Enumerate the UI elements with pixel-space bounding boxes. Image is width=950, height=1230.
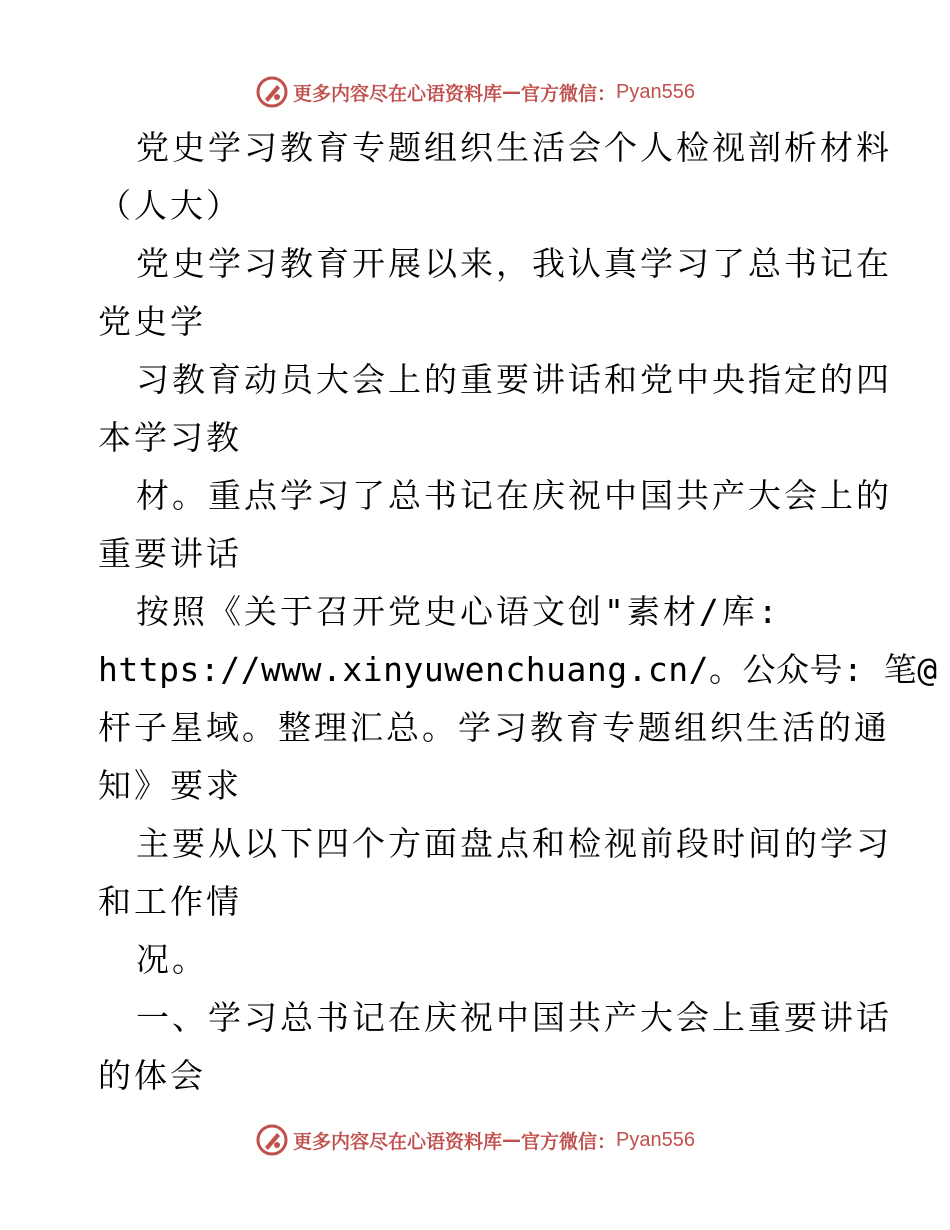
header-watermark bbox=[0, 72, 950, 112]
paragraph-line: 习教育动员大会上的重要讲话和党中央指定的四 bbox=[136, 360, 892, 399]
watermark-wechat-label: 官方微信： bbox=[521, 82, 617, 105]
watermark-wechat-id: Pyan556 bbox=[616, 80, 695, 103]
watermark-wechat-label: 官方微信： bbox=[521, 1130, 617, 1153]
watermark-dash: — bbox=[502, 81, 522, 103]
watermark-wechat-id: Pyan556 bbox=[616, 1128, 695, 1151]
paragraph-line: 按照《关于召开党史心语文创"素材/库: bbox=[136, 592, 781, 631]
paragraph-line: 本学习教 bbox=[98, 418, 242, 457]
paragraph-line: 材。重点学习了总书记在庆祝中国共产大会上的 bbox=[136, 476, 892, 515]
watermark-dash: — bbox=[502, 1129, 522, 1151]
paragraph-line: 和工作情 bbox=[98, 882, 242, 921]
paragraph-line: 杆子星域。整理汇总。学习教育专题组织生活的通 bbox=[98, 708, 890, 747]
section-heading-suffix: 的体会 bbox=[98, 1056, 206, 1095]
paragraph-line: 主要从以下四个方面盘点和检视前段时间的学习 bbox=[136, 824, 892, 863]
section-heading: 一、学习总书记在庆祝中国共产大会上重要讲话 bbox=[136, 998, 892, 1037]
paragraph-line-url: https://www.xinyuwenchuang.cn/。公众号: 笔@ bbox=[98, 650, 938, 689]
document-title-suffix: （人大） bbox=[98, 186, 242, 225]
brand-logo-icon bbox=[255, 75, 289, 109]
paragraph-line: 党史学习教育开展以来，我认真学习了总书记在 bbox=[136, 244, 892, 283]
paragraph-line: 知》要求 bbox=[98, 766, 242, 805]
watermark-brand-text: 更多内容尽在心语资料库 bbox=[293, 1130, 503, 1153]
paragraph-line: 况。 bbox=[136, 940, 208, 979]
document-title: 党史学习教育专题组织生活会个人检视剖析材料 bbox=[136, 128, 892, 167]
brand-logo-icon bbox=[255, 1123, 289, 1157]
paragraph-line: 党史学 bbox=[98, 302, 206, 341]
paragraph-line: 重要讲话 bbox=[98, 534, 242, 573]
watermark-brand-text: 更多内容尽在心语资料库 bbox=[293, 82, 503, 105]
footer-watermark bbox=[0, 1120, 950, 1160]
